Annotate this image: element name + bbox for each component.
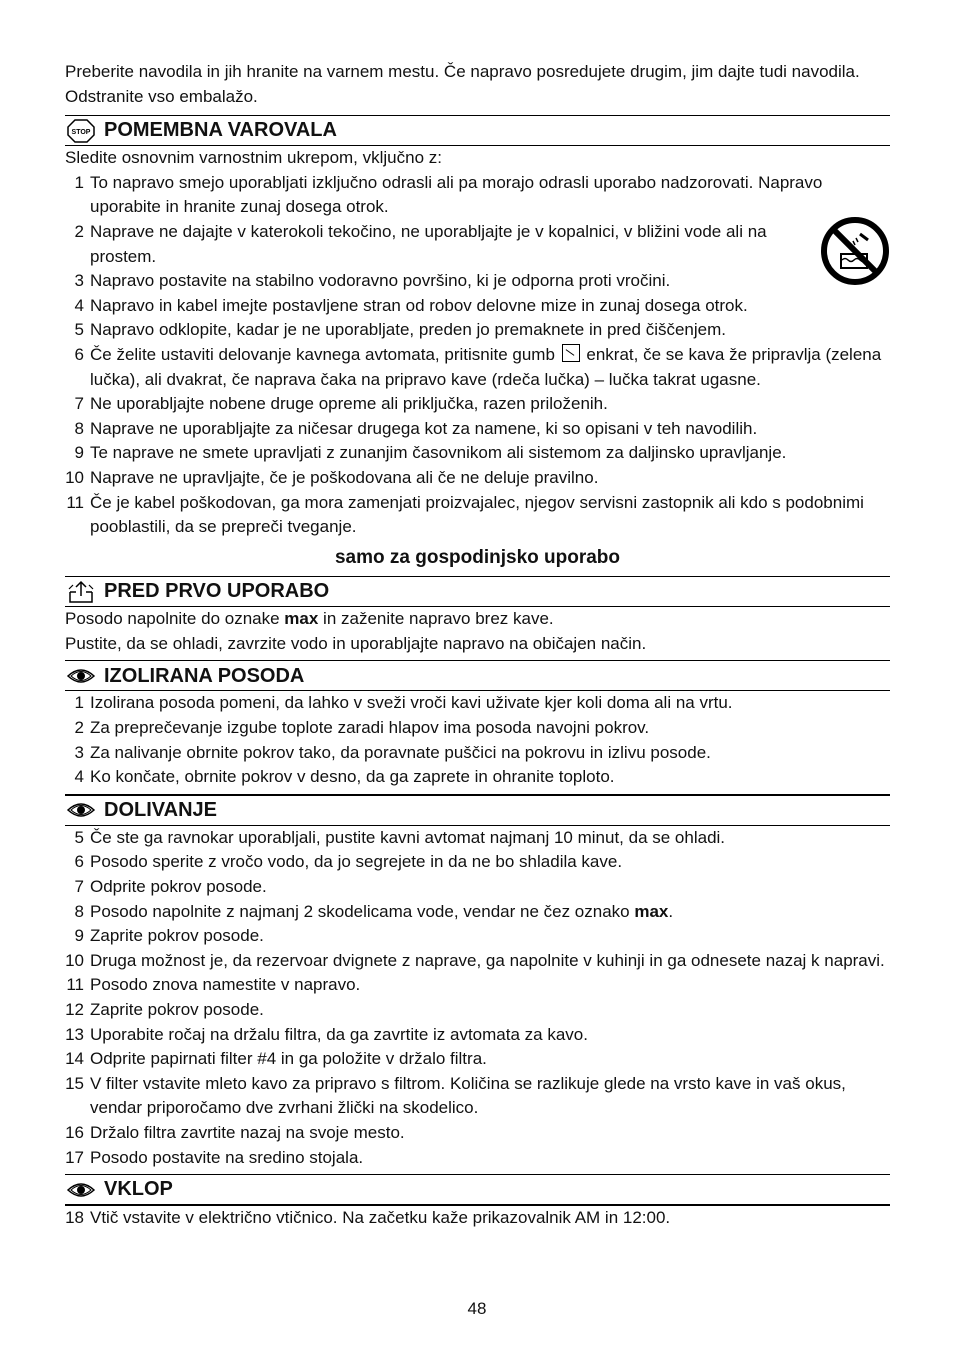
section-header-carafe: [65, 660, 890, 691]
item-text: To napravo smejo uporabljati izključno odrasli ali pa morajo odrasli uporabo nadzorovati. Napravo uporabite in hranite zunaj dosega otrok.: [90, 172, 823, 217]
first-use-line-1: [65, 607, 890, 632]
item-text: Te naprave ne smete upravljati z zunanjim časovnikom ali sistemom za daljinsko upravljanje.: [90, 443, 787, 463]
item-number: 15: [65, 1073, 84, 1093]
list-item: [65, 924, 890, 949]
item-text: Odprite pokrov posode.: [90, 877, 267, 897]
list-item: [65, 900, 890, 925]
page-number: 48: [467, 1299, 487, 1318]
item-number: 11: [66, 492, 84, 512]
list-item: [65, 741, 890, 766]
list-item: [65, 973, 890, 998]
item-number: 14: [65, 1049, 84, 1069]
section-header-safety: [65, 115, 890, 146]
list-item: [65, 491, 890, 540]
item-number: 18: [65, 1208, 84, 1228]
brew-button-icon: [562, 344, 580, 362]
item-number: 9: [74, 926, 84, 946]
item-number: 4: [74, 295, 84, 315]
item-number: 13: [65, 1024, 84, 1044]
page-content: [65, 60, 890, 1231]
list-item: [65, 171, 890, 220]
no-water-icon: [820, 216, 890, 294]
section-header-switch-on: [65, 1174, 890, 1206]
item-text: Za preprečevanje izgube toplote zaradi hlapov ima posoda navojni pokrov.: [90, 718, 650, 738]
item-text: Če ste ga ravnokar uporabljali, pustite kavni avtomat najmanj 10 minut, da se ohladi.: [90, 827, 726, 847]
item-number: 17: [65, 1147, 84, 1167]
item-text: Odprite papirnati filter #4 in ga položite v držalo filtra.: [90, 1049, 487, 1069]
item-text: Napravo odklopite, kadar je ne uporabljate, preden jo premaknete in pred čiščenjem.: [90, 320, 726, 340]
item-number: 6: [74, 852, 84, 872]
section-header-filling: [65, 794, 890, 826]
eye-icon: [66, 664, 96, 688]
item-number: 2: [74, 718, 84, 738]
list-item: [65, 691, 890, 716]
item-text: Naprave ne uporabljajte za ničesar drugega kot za namene, ki so opisani v teh navodilih.: [90, 418, 758, 438]
item-text: Če je kabel poškodovan, ga mora zamenjati proizvajalec, njegov servisni zastopnik ali kdo s podobnimi pooblastili, da se prepreči tveganje.: [90, 492, 864, 537]
item-number: 7: [74, 394, 84, 414]
item-text: Napravo in kabel imejte postavljene stran od robov delovne mize in zunaj dosega otrok.: [90, 295, 748, 315]
item-number: 5: [74, 827, 84, 847]
item-number: 11: [66, 975, 84, 995]
item-text: Naprave ne dajajte v katerokoli tekočino, ne uporabljajte je v kopalnici, v bližini vode ali na prostem.: [90, 221, 767, 266]
text-part: Posodo napolnite do oznake: [65, 609, 285, 629]
list-item: [65, 1047, 890, 1072]
item-number: 5: [74, 320, 84, 340]
section-title-safety: POMEMBNA VAROVALA: [104, 119, 337, 142]
section-title-first-use: PRED PRVO UPORABO: [104, 580, 330, 603]
list-item: [65, 716, 890, 741]
list-item: [65, 765, 890, 790]
text-bold: max: [284, 609, 319, 629]
item-number: 10: [65, 950, 84, 970]
list-item: [65, 343, 890, 392]
item-text: Posodo sperite z vročo vodo, da jo segrejete in da ne bo shladila kave.: [90, 852, 623, 872]
item-text: Zaprite pokrov posode.: [90, 1000, 264, 1019]
first-use-line-2: Pustite, da se ohladi, zavrzite vodo in uporabljajte napravo na običajen način.: [65, 633, 647, 653]
list-item: [65, 1023, 890, 1048]
list-item: [65, 220, 890, 269]
item-text: Vtič vstavite v električno vtičnico. Na začetku kaže prikazovalnik AM in 12:00.: [90, 1208, 671, 1228]
list-item: [65, 441, 890, 466]
list-item: [65, 269, 890, 294]
svg-text:STOP: STOP: [71, 128, 91, 136]
item-text: Napravo postavite na stabilno vodoravno površino, ki je odporna proti vročini.: [90, 271, 671, 291]
item-text: [90, 343, 890, 392]
item-number: 10: [65, 467, 84, 487]
list-item: [65, 417, 890, 442]
list-item: [65, 826, 890, 851]
list-item: [65, 949, 890, 974]
item-text: Ko končate, obrnite pokrov v desno, da ga zaprete in ohranite toploto.: [90, 767, 615, 787]
item-text: Uporabite ročaj na držalu filtra, da ga zavrtite iz avtomata za kavo.: [90, 1024, 588, 1044]
item-text-part: enkrat, če se kava že pripravlja (zelena lučka), ali dvakrat, če naprava čaka na pripravo kave (rdeča lučka) – lučka takrat ugasne.: [90, 344, 882, 389]
item-text: [90, 900, 890, 925]
item-text-part: Če želite ustaviti delovanje kavnega avtomata, pritisnite gumb: [90, 344, 555, 364]
item-number: 3: [74, 271, 84, 291]
item-number: 6: [74, 344, 84, 364]
switch-on-list: [65, 1206, 890, 1231]
filling-list: [65, 826, 890, 1170]
text-bold: max: [634, 901, 669, 921]
safety-section: [65, 146, 890, 570]
section-title-carafe: IZOLIRANA POSODA: [104, 664, 305, 687]
list-item: [65, 294, 890, 319]
item-text: Posodo znova namestite v napravo.: [90, 975, 361, 995]
unpack-icon: [66, 580, 96, 604]
list-item: [65, 875, 890, 900]
safety-lead: Sledite osnovnim varnostnim ukrepom, vključno z:: [65, 148, 442, 168]
item-text: Držalo filtra zavrtite nazaj na svoje mesto.: [90, 1122, 405, 1142]
list-item: [65, 392, 890, 417]
item-number: 9: [74, 443, 84, 463]
item-number: 8: [74, 418, 84, 438]
item-text: Za nalivanje obrnite pokrov tako, da poravnate puščici na pokrovu in izlivu posode.: [90, 742, 711, 762]
item-number: 4: [74, 767, 84, 787]
section-header-first-use: [65, 576, 890, 607]
text-part: in zaženite napravo brez kave.: [318, 609, 554, 629]
item-number: 16: [65, 1122, 84, 1142]
stop-icon: [66, 119, 96, 143]
item-text: Ne uporabljajte nobene druge opreme ali priključka, razen priloženih.: [90, 394, 608, 414]
list-item: [65, 850, 890, 875]
item-text: Izolirana posoda pomeni, da lahko v sveži vroči kavi uživate kjer koli doma ali na vrtu.: [90, 693, 733, 713]
list-item: [65, 1146, 890, 1171]
household-use-note: samo za gospodinjsko uporabo: [334, 546, 621, 568]
text-part: Posodo napolnite z najmanj 2 skodelicama vode, vendar ne čez oznako: [90, 901, 635, 921]
eye-icon: [66, 1178, 96, 1202]
section-title-switch-on: VKLOP: [104, 1178, 173, 1201]
item-text: V filter vstavite mleto kavo za pripravo s filtrom. Količina se razlikuje glede na vrsto kave in vaš okus, vendar priporočamo dve zvrhani žlički na skodelico.: [90, 1073, 846, 1118]
item-text: Zaprite pokrov posode.: [90, 926, 264, 946]
item-text: Naprave ne upravljajte, če je poškodovana ali če ne deluje pravilno.: [90, 467, 599, 487]
text-part: .: [668, 901, 674, 921]
safety-list: [65, 171, 890, 540]
intro-text: Preberite navodila in jih hranite na varnem mestu. Če napravo posredujete drugim, jim dajte tudi navodila. Odstranite vso embalažo.: [65, 62, 860, 106]
list-item: [65, 998, 890, 1023]
item-number: 1: [74, 172, 84, 192]
section-title-filling: DOLIVANJE: [104, 799, 217, 822]
carafe-list: [65, 691, 890, 789]
list-item: [65, 1121, 890, 1146]
list-item: [65, 318, 890, 343]
item-number: 8: [74, 901, 84, 921]
list-item: [65, 1206, 890, 1231]
item-number: 12: [65, 1000, 84, 1019]
item-number: 2: [74, 221, 84, 241]
item-number: 1: [74, 693, 84, 713]
item-text: Druga možnost je, da rezervoar dvignete z naprave, ga napolnite v kuhinji in ga odnesete nazaj k napravi.: [90, 950, 885, 970]
item-number: 7: [74, 877, 84, 897]
item-text: Posodo postavite na sredino stojala.: [90, 1147, 364, 1167]
list-item: [65, 1072, 890, 1121]
eye-icon: [66, 798, 96, 822]
item-number: 3: [74, 742, 84, 762]
list-item: [65, 466, 890, 491]
